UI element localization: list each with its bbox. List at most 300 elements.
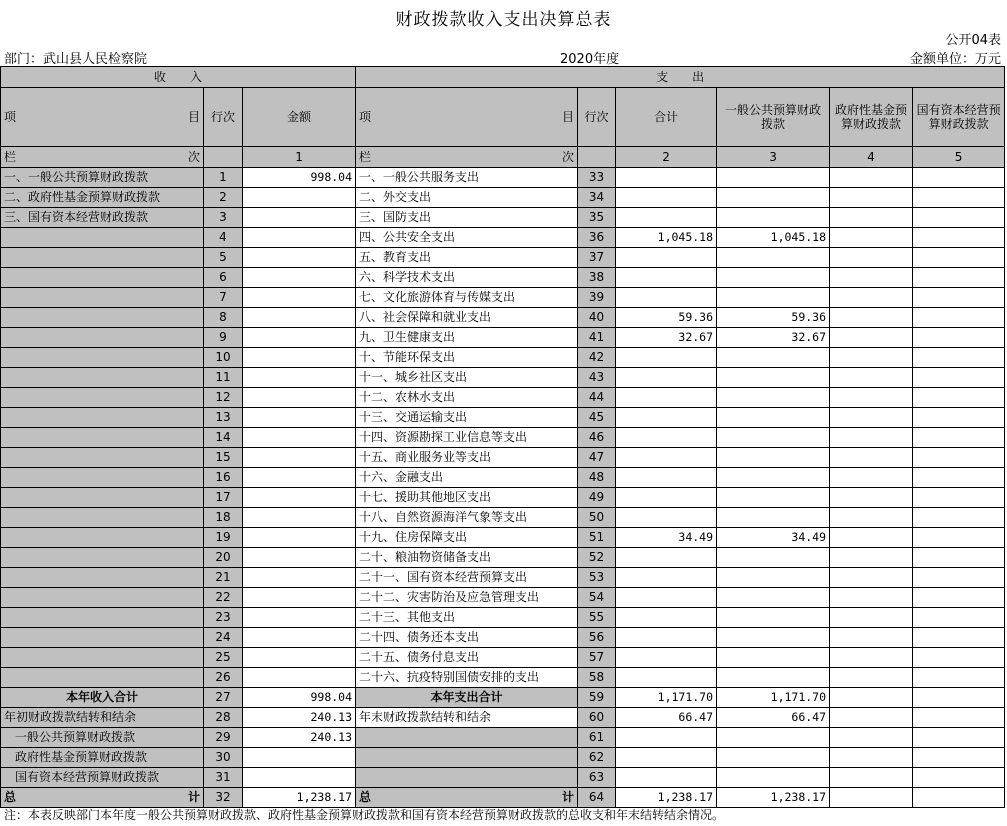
expense-fund — [830, 288, 913, 308]
expense-general — [717, 168, 830, 188]
expense-general — [717, 388, 830, 408]
income-amount — [243, 628, 356, 648]
table-row — [1, 168, 1005, 188]
income-line-no: 9 — [204, 328, 243, 348]
expense-total — [616, 468, 717, 488]
income-item — [1, 488, 204, 508]
income-item — [1, 348, 204, 368]
expense-general — [717, 588, 830, 608]
expense-fund — [830, 428, 913, 448]
expense-fund — [830, 268, 913, 288]
income-item — [1, 628, 204, 648]
expense-general — [717, 568, 830, 588]
income-item: 三、国有资本经营财政拨款 — [1, 208, 204, 228]
expense-state — [913, 668, 1005, 688]
expense-item: 十、节能环保支出 — [356, 348, 578, 368]
table-row — [1, 488, 1005, 508]
income-line-no: 8 — [204, 308, 243, 328]
expense-line-no: 44 — [578, 388, 616, 408]
expense-state — [913, 388, 1005, 408]
expense-item: 七、文化旅游体育与传媒支出 — [356, 288, 578, 308]
expense-fund — [830, 588, 913, 608]
income-item: 二、政府性基金预算财政拨款 — [1, 188, 204, 208]
expense-line-no: 40 — [578, 308, 616, 328]
income-amount — [243, 308, 356, 328]
expense-fund — [830, 328, 913, 348]
expense-line-no: 59 — [578, 688, 616, 708]
expense-state — [913, 768, 1005, 788]
amount-unit: 金额单位：万元 — [909, 52, 1001, 67]
expense-line-no: 41 — [578, 328, 616, 348]
expense-fund — [830, 568, 913, 588]
department-label: 部门：武山县人民检察院 — [4, 52, 148, 67]
expense-state — [913, 288, 1005, 308]
expense-item: 九、卫生健康支出 — [356, 328, 578, 348]
expense-item: 二十五、债务付息支出 — [356, 648, 578, 668]
expense-state — [913, 508, 1005, 528]
expense-total — [616, 368, 717, 388]
table-row — [1, 248, 1005, 268]
income-amount — [243, 448, 356, 468]
income-item: 本年收入合计 — [1, 688, 204, 708]
column-index-label: 栏 次 — [356, 147, 578, 168]
expense-item: 十七、援助其他地区支出 — [356, 488, 578, 508]
income-line-no: 21 — [204, 568, 243, 588]
table-row — [1, 368, 1005, 388]
expense-item: 十三、交通运输支出 — [356, 408, 578, 428]
report-title: 财政拨款收入支出决算总表 — [395, 10, 612, 30]
income-line-no: 5 — [204, 248, 243, 268]
expense-line-no: 47 — [578, 448, 616, 468]
expense-state — [913, 468, 1005, 488]
expense-state — [913, 788, 1005, 808]
income-amount — [243, 328, 356, 348]
expense-item: 六、科学技术支出 — [356, 268, 578, 288]
expense-general: 34.49 — [717, 528, 830, 548]
expense-fund — [830, 188, 913, 208]
expense-total — [616, 748, 717, 768]
expense-general: 1,171.70 — [717, 688, 830, 708]
income-line-no: 18 — [204, 508, 243, 528]
expense-item: 三、国防支出 — [356, 208, 578, 228]
budget-summary-table: 收 入 支 出 项 目 行次 金额 项 目 行次 合计 一般公共预算财政拨款 政府性基金预算财政拨款 国有资本经营预算财政拨款 栏 次 1 栏 次 2 3 4 5 一、一般公共预算财政拨款 1 998.04 一、一般公共服务支出 33 二、政府性基金预算财政拨款 2 二、外交支出 34 三、国有资本经营财政拨款 3 三、国防支出 35 4 四、公共安全支出 36 1,045.18 1,045.18 5 五、教育支出 37 6 六、科学技术支出 38 7 七、文化旅游体育与传媒支出 39 8 八、社会保障和就业支出 40 59.36 59.36 9 九、卫生健康支出 41 32.67 32.67 10 十、节能环保支出 42 11 十一、城乡社区支出 43 12 十二、农林水支出 44 13 十三、交通运输支出 45 14 十四、资源勘探工业信息等支出 46 15 十五、商业服务业等支出 47 16 十六、金融支出 48 17 十七、援助其他地区支出 49 18 十八、自然资源海洋气象等支出 50 19 十九、住房保障支出 51 34.49 34.49 20 二十、粮油物资储备支出 52 21 二十一、国有资本经营预算支出 53 22 二十二、灾害防治及应急管理支出 54 23 二十三、其他支出 55 24 二十四、债务还本支出 56 25 二十五、债务付息支出 57 26 二十六、抗疫特别国债安排的支出 58 本年收入合计 27 998.04 本年支出合计 59 1,171.70 1,171.70 年初财政拨款结转和结余 28 240.13 年末财政拨款结转和结余 60 66.47 66.47 一般公共预算财政拨款 29 240.13 61 政府性基金预算财政拨款 30 62 国有资本经营预算财政拨款 31 63 总 计 32 1,238.17 总 计 64 1,238.17 1,238.17 — [0, 66, 1005, 808]
income-amount — [243, 608, 356, 628]
expense-general: 1,045.18 — [717, 228, 830, 248]
income-item — [1, 408, 204, 428]
table-row — [1, 408, 1005, 428]
expense-fund — [830, 368, 913, 388]
expense-line-no: 61 — [578, 728, 616, 748]
expense-total — [616, 188, 717, 208]
income-item — [1, 568, 204, 588]
expense-line-no: 58 — [578, 668, 616, 688]
table-row — [1, 388, 1005, 408]
expense-total — [616, 668, 717, 688]
expense-total — [616, 508, 717, 528]
income-line-no: 15 — [204, 448, 243, 468]
income-grand-total-label: 总 计 — [1, 788, 204, 808]
income-section-header: 收 入 — [1, 67, 356, 88]
income-amount — [243, 348, 356, 368]
expense-fund — [830, 688, 913, 708]
expense-item — [356, 728, 578, 748]
expense-total: 1,171.70 — [616, 688, 717, 708]
expense-total: 34.49 — [616, 528, 717, 548]
expense-line-no: 52 — [578, 548, 616, 568]
income-item: 国有资本经营预算财政拨款 — [1, 768, 204, 788]
income-item — [1, 648, 204, 668]
income-item-header: 项 目 — [1, 88, 204, 147]
expense-line-no: 43 — [578, 368, 616, 388]
income-item — [1, 468, 204, 488]
expense-item: 十九、住房保障支出 — [356, 528, 578, 548]
state-capital-header: 国有资本经营预算财政拨款 — [913, 88, 1005, 147]
expense-general — [717, 468, 830, 488]
expense-general — [717, 548, 830, 568]
expense-total — [616, 488, 717, 508]
expense-state — [913, 748, 1005, 768]
expense-item: 十一、城乡社区支出 — [356, 368, 578, 388]
income-item — [1, 608, 204, 628]
expense-line-no: 42 — [578, 348, 616, 368]
table-row — [1, 568, 1005, 588]
income-line-no: 24 — [204, 628, 243, 648]
income-line-no: 19 — [204, 528, 243, 548]
table-row — [1, 608, 1005, 628]
expense-item-header: 项 目 — [356, 88, 578, 147]
income-amount: 240.13 — [243, 728, 356, 748]
expense-fund — [830, 208, 913, 228]
income-amount — [243, 488, 356, 508]
expense-general — [717, 368, 830, 388]
income-line-no: 25 — [204, 648, 243, 668]
table-row — [1, 348, 1005, 368]
expense-line-no: 33 — [578, 168, 616, 188]
table-row — [1, 468, 1005, 488]
expense-state — [913, 188, 1005, 208]
table-row — [1, 268, 1005, 288]
table-row — [1, 708, 1005, 728]
expense-state — [913, 528, 1005, 548]
expense-total — [616, 648, 717, 668]
income-line-no: 11 — [204, 368, 243, 388]
expense-general — [717, 188, 830, 208]
income-amount: 998.04 — [243, 168, 356, 188]
expense-state — [913, 588, 1005, 608]
income-line-header: 行次 — [204, 88, 243, 147]
income-amount — [243, 768, 356, 788]
expense-line-no: 60 — [578, 708, 616, 728]
expense-state — [913, 348, 1005, 368]
income-line-no: 27 — [204, 688, 243, 708]
expense-line-no: 38 — [578, 268, 616, 288]
expense-total — [616, 548, 717, 568]
income-line-no: 10 — [204, 348, 243, 368]
expense-grand-total-label: 总 计 — [356, 788, 578, 808]
expense-general — [717, 448, 830, 468]
total-header: 合计 — [616, 88, 717, 147]
expense-state — [913, 428, 1005, 448]
expense-total — [616, 768, 717, 788]
income-amount — [243, 568, 356, 588]
table-row — [1, 688, 1005, 708]
expense-item: 二十四、债务还本支出 — [356, 628, 578, 648]
expense-state — [913, 268, 1005, 288]
expense-line-no: 54 — [578, 588, 616, 608]
income-amount — [243, 208, 356, 228]
fund-budget-header: 政府性基金预算财政拨款 — [830, 88, 913, 147]
expense-total: 32.67 — [616, 328, 717, 348]
expense-grand-total: 1,238.17 — [616, 788, 717, 808]
income-line-no: 32 — [204, 788, 243, 808]
income-item — [1, 428, 204, 448]
expense-line-no: 50 — [578, 508, 616, 528]
expense-line-no: 56 — [578, 628, 616, 648]
table-row — [1, 308, 1005, 328]
expense-state — [913, 368, 1005, 388]
expense-total: 66.47 — [616, 708, 717, 728]
table-row — [1, 528, 1005, 548]
expense-fund — [830, 168, 913, 188]
table-row — [1, 448, 1005, 468]
expense-state — [913, 688, 1005, 708]
expense-item: 年末财政拨款结转和结余 — [356, 708, 578, 728]
expense-line-no: 36 — [578, 228, 616, 248]
income-item — [1, 328, 204, 348]
expense-general — [717, 608, 830, 628]
expense-item: 五、教育支出 — [356, 248, 578, 268]
expense-total — [616, 588, 717, 608]
expense-total: 59.36 — [616, 308, 717, 328]
income-item: 一般公共预算财政拨款 — [1, 728, 204, 748]
income-line-no: 28 — [204, 708, 243, 728]
table-row — [1, 728, 1005, 748]
income-amount — [243, 408, 356, 428]
income-amount: 240.13 — [243, 708, 356, 728]
fiscal-year: 2020年度 — [560, 52, 620, 67]
table-row — [1, 648, 1005, 668]
expense-total — [616, 348, 717, 368]
expense-fund — [830, 628, 913, 648]
income-line-no: 13 — [204, 408, 243, 428]
expense-state — [913, 728, 1005, 748]
table-row — [1, 508, 1005, 528]
expense-fund — [830, 768, 913, 788]
income-line-no: 22 — [204, 588, 243, 608]
table-row — [1, 628, 1005, 648]
expense-general — [717, 488, 830, 508]
expense-state — [913, 488, 1005, 508]
expense-total — [616, 288, 717, 308]
income-line-no: 2 — [204, 188, 243, 208]
expense-section-header: 支 出 — [356, 67, 1005, 88]
expense-general — [717, 728, 830, 748]
expense-line-no: 55 — [578, 608, 616, 628]
income-line-no: 31 — [204, 768, 243, 788]
expense-general: 66.47 — [717, 708, 830, 728]
general-budget-header: 一般公共预算财政拨款 — [717, 88, 830, 147]
income-item — [1, 388, 204, 408]
expense-state — [913, 708, 1005, 728]
expense-line-no: 53 — [578, 568, 616, 588]
income-line-no: 1 — [204, 168, 243, 188]
expense-item: 本年支出合计 — [356, 688, 578, 708]
income-amount — [243, 268, 356, 288]
income-line-no: 14 — [204, 428, 243, 448]
expense-item: 四、公共安全支出 — [356, 228, 578, 248]
expense-line-no: 51 — [578, 528, 616, 548]
expense-fund — [830, 708, 913, 728]
footnote: 注：本表反映部门本年度一般公共预算财政拨款、政府性基金预算财政拨款和国有资本经营预算财政拨款的总收支和年末结转结余情况。 — [4, 808, 725, 822]
expense-fund — [830, 248, 913, 268]
income-item: 政府性基金预算财政拨款 — [1, 748, 204, 768]
expense-total — [616, 568, 717, 588]
expense-item: 二、外交支出 — [356, 188, 578, 208]
income-amount: 998.04 — [243, 688, 356, 708]
income-amount — [243, 368, 356, 388]
expense-fund — [830, 508, 913, 528]
expense-item: 十四、资源勘探工业信息等支出 — [356, 428, 578, 448]
expense-fund — [830, 228, 913, 248]
income-line-no: 7 — [204, 288, 243, 308]
expense-item — [356, 748, 578, 768]
expense-state — [913, 608, 1005, 628]
expense-fund — [830, 648, 913, 668]
expense-fund — [830, 728, 913, 748]
table-row — [1, 748, 1005, 768]
expense-item — [356, 768, 578, 788]
income-line-no: 30 — [204, 748, 243, 768]
expense-line-header: 行次 — [578, 88, 616, 147]
expense-fund — [830, 608, 913, 628]
income-item — [1, 588, 204, 608]
expense-general — [717, 748, 830, 768]
income-item — [1, 368, 204, 388]
expense-fund — [830, 788, 913, 808]
expense-fund — [830, 748, 913, 768]
income-item — [1, 528, 204, 548]
expense-item: 二十三、其他支出 — [356, 608, 578, 628]
income-amount — [243, 288, 356, 308]
income-item — [1, 268, 204, 288]
expense-state — [913, 308, 1005, 328]
income-amount — [243, 248, 356, 268]
column-index-label: 栏 次 — [1, 147, 204, 168]
income-item — [1, 228, 204, 248]
expense-state — [913, 228, 1005, 248]
expense-state — [913, 248, 1005, 268]
expense-fund — [830, 408, 913, 428]
expense-general — [717, 648, 830, 668]
expense-state — [913, 448, 1005, 468]
expense-line-no: 34 — [578, 188, 616, 208]
table-row — [1, 188, 1005, 208]
form-number: 公开04表 — [945, 33, 1001, 48]
income-item: 年初财政拨款结转和结余 — [1, 708, 204, 728]
expense-state — [913, 628, 1005, 648]
expense-fund — [830, 528, 913, 548]
income-line-no: 12 — [204, 388, 243, 408]
expense-total — [616, 268, 717, 288]
expense-fund — [830, 308, 913, 328]
expense-state — [913, 568, 1005, 588]
table-row — [1, 208, 1005, 228]
expense-line-no: 48 — [578, 468, 616, 488]
expense-fund — [830, 468, 913, 488]
expense-item: 十八、自然资源海洋气象等支出 — [356, 508, 578, 528]
income-item — [1, 288, 204, 308]
expense-general — [717, 208, 830, 228]
income-line-no: 6 — [204, 268, 243, 288]
expense-line-no: 62 — [578, 748, 616, 768]
income-line-no: 20 — [204, 548, 243, 568]
income-item — [1, 508, 204, 528]
income-line-no: 26 — [204, 668, 243, 688]
income-amount — [243, 508, 356, 528]
expense-line-no: 45 — [578, 408, 616, 428]
expense-state — [913, 408, 1005, 428]
income-item — [1, 668, 204, 688]
grand-total-row — [1, 788, 1005, 808]
income-item — [1, 448, 204, 468]
income-line-no: 16 — [204, 468, 243, 488]
expense-general — [717, 288, 830, 308]
income-item — [1, 308, 204, 328]
income-line-no: 4 — [204, 228, 243, 248]
amount-header: 金额 — [243, 88, 356, 147]
table-row — [1, 548, 1005, 568]
table-row — [1, 588, 1005, 608]
expense-fund — [830, 548, 913, 568]
expense-fund — [830, 448, 913, 468]
expense-fund — [830, 488, 913, 508]
income-line-no: 29 — [204, 728, 243, 748]
income-amount — [243, 388, 356, 408]
table-row — [1, 668, 1005, 688]
expense-general — [717, 508, 830, 528]
expense-general — [717, 428, 830, 448]
expense-general: 59.36 — [717, 308, 830, 328]
expense-line-no: 64 — [578, 788, 616, 808]
income-item — [1, 548, 204, 568]
expense-state — [913, 208, 1005, 228]
expense-total — [616, 608, 717, 628]
expense-item: 二十一、国有资本经营预算支出 — [356, 568, 578, 588]
income-amount — [243, 648, 356, 668]
income-amount — [243, 428, 356, 448]
expense-line-no: 37 — [578, 248, 616, 268]
expense-total — [616, 628, 717, 648]
income-line-no: 3 — [204, 208, 243, 228]
income-amount — [243, 588, 356, 608]
income-line-no: 23 — [204, 608, 243, 628]
table-row — [1, 228, 1005, 248]
expense-item: 二十六、抗疫特别国债安排的支出 — [356, 668, 578, 688]
expense-general — [717, 768, 830, 788]
income-amount — [243, 228, 356, 248]
expense-general — [717, 668, 830, 688]
expense-fund — [830, 388, 913, 408]
expense-line-no: 63 — [578, 768, 616, 788]
expense-item: 一、一般公共服务支出 — [356, 168, 578, 188]
expense-total — [616, 408, 717, 428]
income-grand-total: 1,238.17 — [243, 788, 356, 808]
expense-general: 32.67 — [717, 328, 830, 348]
income-amount — [243, 548, 356, 568]
expense-total — [616, 208, 717, 228]
income-amount — [243, 748, 356, 768]
expense-item: 二十二、灾害防治及应急管理支出 — [356, 588, 578, 608]
